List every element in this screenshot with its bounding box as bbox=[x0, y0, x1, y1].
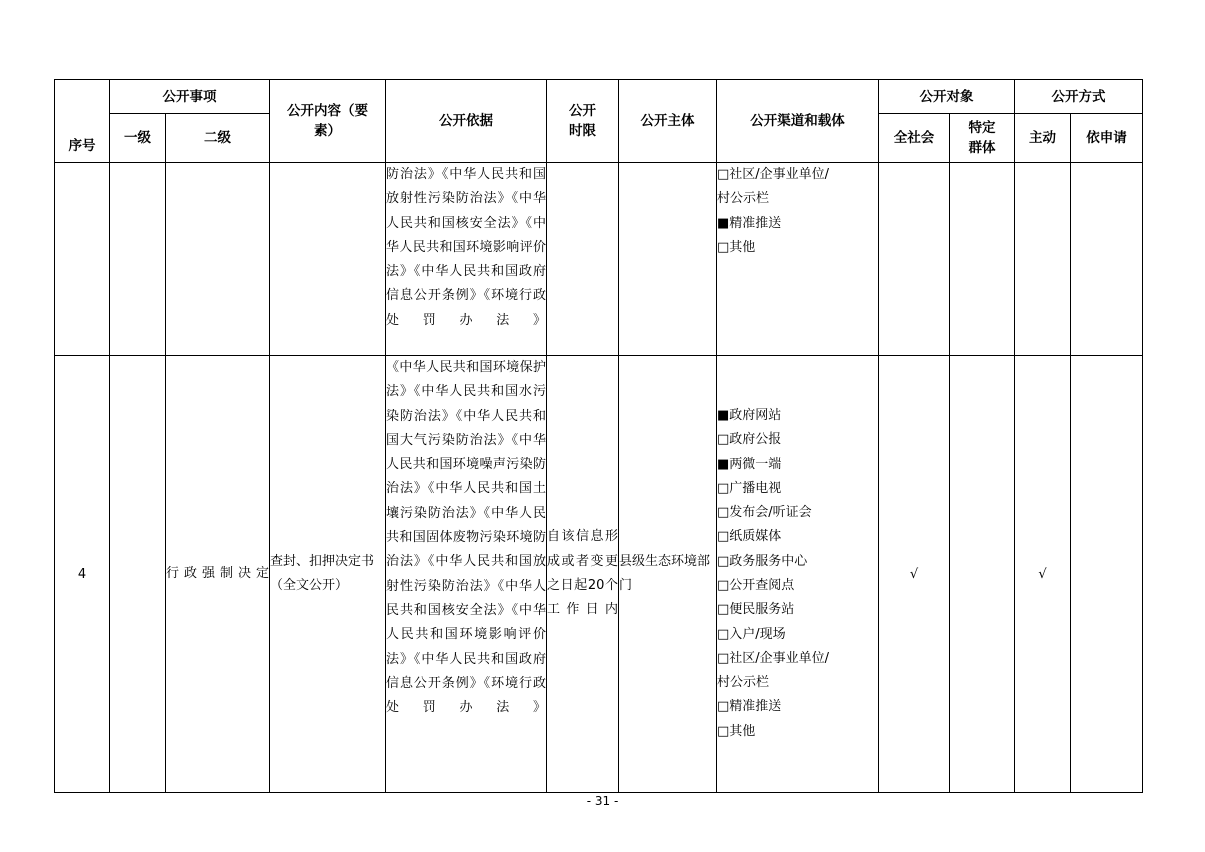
header-items-group: 公开事项 bbox=[110, 80, 270, 114]
channel-item: □精准推送 bbox=[717, 699, 782, 715]
channel-item: ■两微一端 bbox=[717, 456, 782, 472]
channel-item: 村公示栏 bbox=[717, 191, 770, 207]
channel-item: ■精准推送 bbox=[717, 215, 782, 231]
header-seq: 序号 bbox=[55, 80, 110, 163]
table-row bbox=[55, 356, 1143, 793]
row-content: 查封、扣押决定书（全文公开） bbox=[270, 356, 386, 793]
header-channel: 公开渠道和载体 bbox=[717, 80, 879, 163]
header-subject: 公开主体 bbox=[619, 80, 717, 163]
channel-item: □政府公报 bbox=[717, 432, 782, 448]
row-content bbox=[270, 163, 386, 356]
header-active: 主动 bbox=[1015, 114, 1071, 163]
header-all-society: 全社会 bbox=[879, 114, 950, 163]
row-subject bbox=[619, 163, 717, 356]
row-on-request bbox=[1071, 356, 1143, 793]
row-specific-group bbox=[950, 163, 1015, 356]
row-specific-group bbox=[950, 356, 1015, 793]
row-limit bbox=[547, 163, 619, 356]
header-limit: 公开时限 bbox=[547, 80, 619, 163]
row-subject: 县级生态环境部门 bbox=[619, 356, 717, 793]
header-on-request: 依申请 bbox=[1071, 114, 1143, 163]
row-channels bbox=[717, 356, 879, 793]
channel-item: □入户/现场 bbox=[717, 626, 786, 642]
channel-item: ■政府网站 bbox=[717, 407, 782, 423]
channel-item: □其他 bbox=[717, 723, 756, 739]
channel-item: □社区/企事业单位/ bbox=[717, 650, 830, 666]
header-row-1 bbox=[55, 80, 1143, 114]
row-active: √ bbox=[1015, 356, 1071, 793]
header-content: 公开内容（要素） bbox=[270, 80, 386, 163]
channel-item: □纸质媒体 bbox=[717, 529, 782, 545]
row-all-society: √ bbox=[879, 356, 950, 793]
channel-item: 村公示栏 bbox=[717, 675, 770, 691]
channel-item: □政务服务中心 bbox=[717, 553, 808, 569]
row-basis: 《中华人民共和国环境保护法》《中华人民共和国水污染防治法》《中华人民共和国大气污染防治法》《中华人民共和国环境噪声污染防治法》《中华人民共和国土壤污染防治法》《中华人民共和国固体废物污染环境防治法》《中华人民共和国放射性污染防治法》《中华人民共和国核安全法》《中华人民共和国环境影响评价法》《中华人民共和国政府信息公开条例》《环境行政处罚办法》 bbox=[386, 356, 547, 793]
row-seq bbox=[55, 163, 110, 356]
disclosure-table bbox=[54, 79, 1143, 793]
row-on-request bbox=[1071, 163, 1143, 356]
channel-item: □广播电视 bbox=[717, 480, 782, 496]
header-level1: 一级 bbox=[110, 114, 166, 163]
table-row bbox=[55, 163, 1143, 356]
row-level1 bbox=[110, 356, 166, 793]
row-channels bbox=[717, 163, 879, 356]
row-basis: 防治法》《中华人民共和国放射性污染防治法》《中华人民共和国核安全法》《中华人民共和国环境影响评价法》《中华人民共和国政府信息公开条例》《环境行政处罚办法》 bbox=[386, 163, 547, 356]
channel-item: □其他 bbox=[717, 239, 756, 255]
header-basis: 公开依据 bbox=[386, 80, 547, 163]
page-number: - 31 - bbox=[586, 794, 619, 808]
channel-item: □发布会/听证会 bbox=[717, 505, 812, 521]
row-all-society bbox=[879, 163, 950, 356]
row-level2 bbox=[166, 163, 270, 356]
row-seq: 4 bbox=[55, 356, 110, 793]
row-active bbox=[1015, 163, 1071, 356]
header-method-group: 公开方式 bbox=[1015, 80, 1143, 114]
channel-item: □社区/企事业单位/ bbox=[717, 167, 830, 182]
header-specific-group: 特定群体 bbox=[950, 114, 1015, 163]
header-target-group: 公开对象 bbox=[879, 80, 1015, 114]
channel-item: □公开查阅点 bbox=[717, 578, 795, 593]
header-level2: 二级 bbox=[166, 114, 270, 163]
row-level1 bbox=[110, 163, 166, 356]
row-level2: 行政强制决定 bbox=[166, 356, 270, 793]
row-limit: 自该信息形成或者变更之日起20个工作日内 bbox=[547, 356, 619, 793]
channel-item: □便民服务站 bbox=[717, 602, 795, 618]
